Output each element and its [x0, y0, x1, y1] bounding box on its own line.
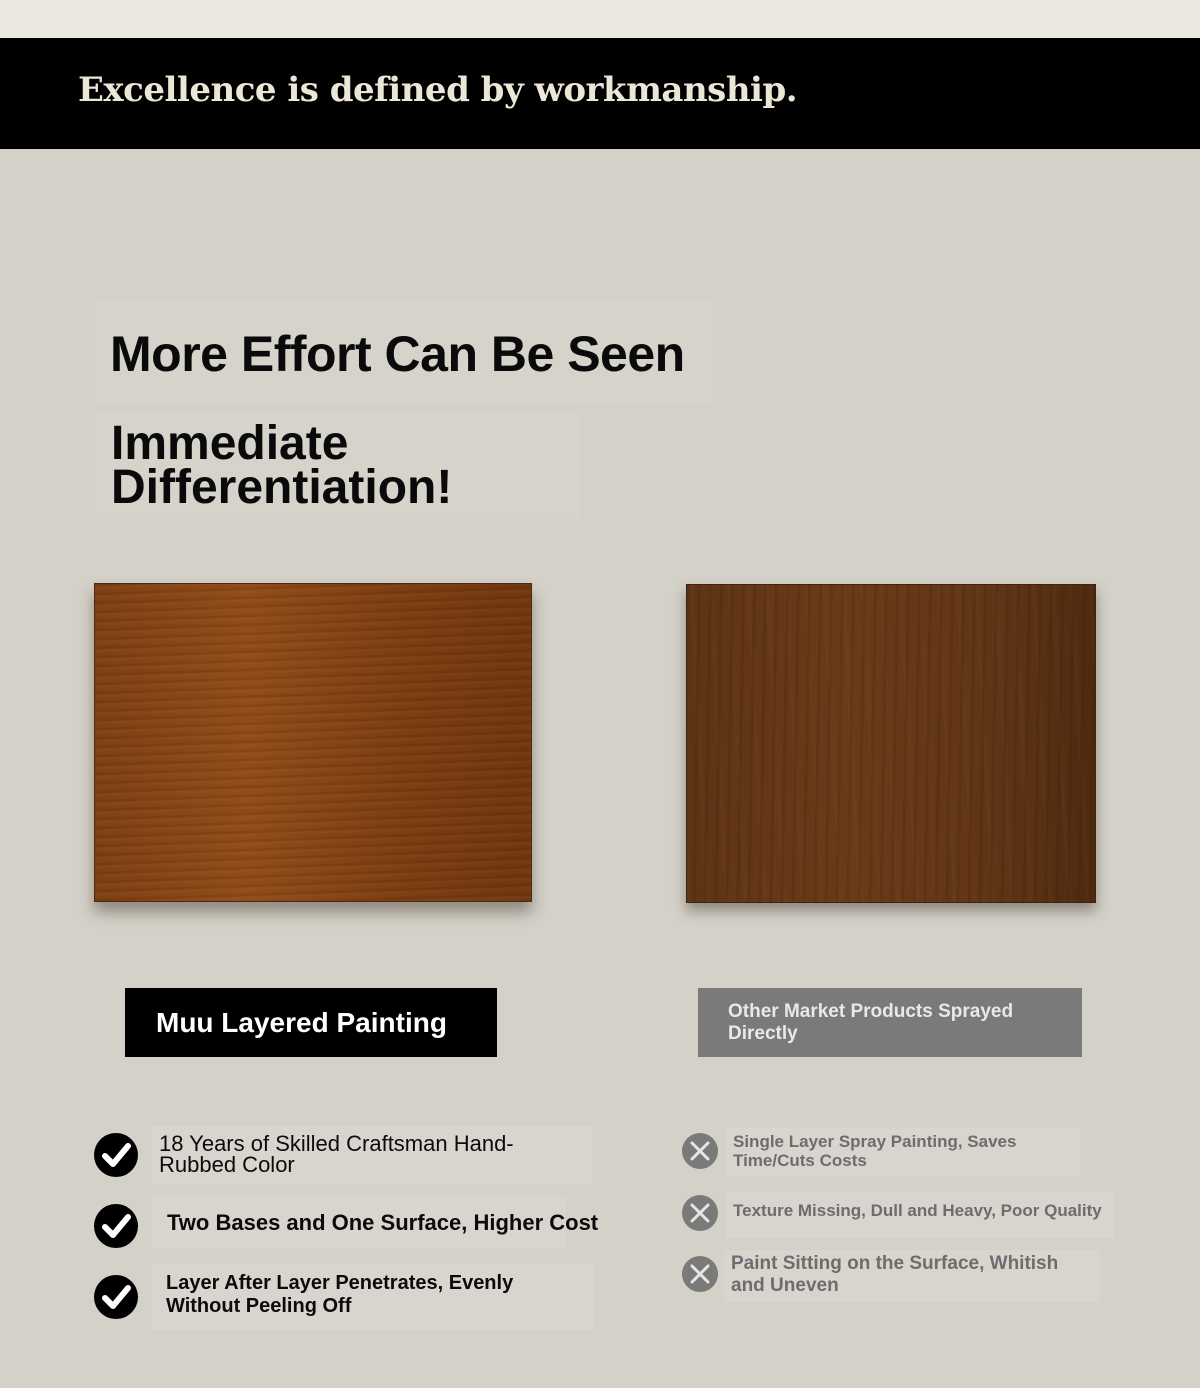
check-icon	[94, 1275, 138, 1319]
x-icon	[682, 1195, 718, 1231]
banner	[0, 38, 1200, 149]
headline-primary: More Effort Can Be Seen	[110, 326, 685, 382]
muu-label-text: Muu Layered Painting	[156, 1007, 447, 1038]
others-feature-3	[682, 1253, 1102, 1300]
ours-feature-text: Layer After Layer Penetrates, Evenly Without Peeling Off	[166, 1272, 514, 1317]
others-feature-text: Single Layer Spray Painting, Saves Time/Cuts Costs	[733, 1132, 1017, 1170]
others-feature-2	[682, 1195, 1112, 1235]
top-strip	[0, 0, 1200, 38]
others-feature-text: Paint Sitting on the Surface, Whitish and Uneven	[731, 1253, 1059, 1296]
others-feature-text: Texture Missing, Dull and Heavy, Poor Quality	[733, 1201, 1102, 1220]
check-icon	[94, 1204, 138, 1248]
others-feature-1	[682, 1133, 1102, 1173]
ours-feature-3	[94, 1272, 614, 1325]
ours-feature-text: 18 Years of Skilled Craftsman Hand-Rubbed Color	[159, 1131, 514, 1177]
x-icon	[682, 1256, 718, 1292]
layered-painting-wood-sample	[94, 583, 532, 902]
banner-title: Excellence is defined by workmanship.	[78, 70, 798, 110]
ours-feature-2	[94, 1204, 634, 1250]
sprayed-wood-sample	[686, 584, 1096, 903]
other-label-text: Other Market Products Sprayed Directly	[728, 1001, 1014, 1044]
check-icon	[94, 1133, 138, 1177]
muu-layered-painting-label[interactable]	[125, 988, 497, 1057]
ours-feature-1	[94, 1133, 614, 1183]
other-products-label[interactable]	[698, 988, 1082, 1057]
x-icon	[682, 1133, 718, 1169]
headline-secondary: Immediate Differentiation!	[111, 417, 453, 514]
ours-feature-text: Two Bases and One Surface, Higher Cost	[167, 1210, 599, 1235]
